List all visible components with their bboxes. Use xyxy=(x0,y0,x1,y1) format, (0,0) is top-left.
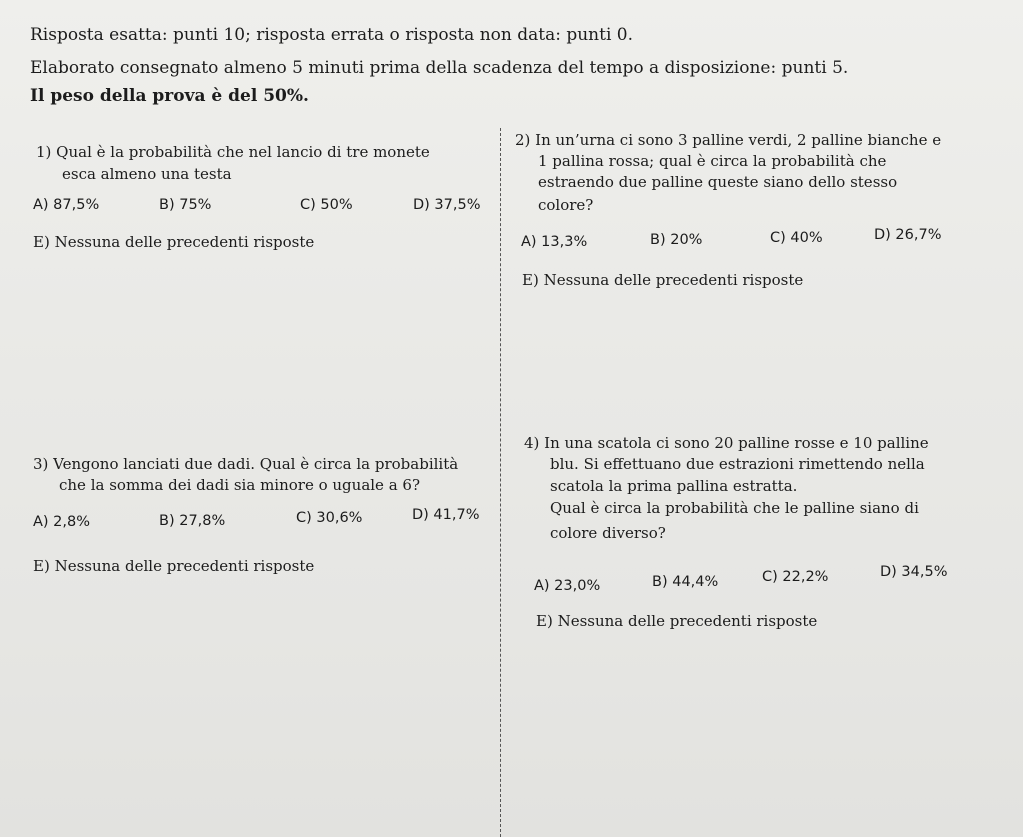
option-b: B) 27,8% xyxy=(159,513,226,529)
question-text-line: Qual è circa la probabilità che le palline siano di xyxy=(550,499,919,517)
option-c: C) 40% xyxy=(770,230,823,246)
option-a: A) 23,0% xyxy=(534,578,601,594)
question-text-line: che la somma dei dadi sia minore o uguale a 6? xyxy=(59,476,420,494)
column-divider xyxy=(500,128,501,837)
option-d: D) 26,7% xyxy=(874,227,942,243)
option-a: A) 87,5% xyxy=(33,197,100,213)
option-a: A) 2,8% xyxy=(33,514,91,530)
option-c: C) 50% xyxy=(300,197,353,213)
option-d: D) 37,5% xyxy=(413,197,481,213)
option-a: A) 13,3% xyxy=(521,234,588,250)
option-c: C) 22,2% xyxy=(762,569,829,585)
question-text-line: blu. Si effettuano due estrazioni rimettendo nella xyxy=(550,455,925,473)
option-e: E) Nessuna delle precedenti risposte xyxy=(536,612,818,630)
question-text-line: 3) Vengono lanciati due dadi. Qual è circa la probabilità xyxy=(33,455,459,473)
question-text-line: 1) Qual è la probabilità che nel lancio di tre monete xyxy=(36,143,430,161)
option-e: E) Nessuna delle precedenti risposte xyxy=(33,557,315,575)
option-d: D) 34,5% xyxy=(880,564,948,580)
question-text-line: 2) In un’urna ci sono 3 palline verdi, 2 palline bianche e xyxy=(515,131,942,149)
option-e: E) Nessuna delle precedenti risposte xyxy=(522,271,804,289)
question-text-line: esca almeno una testa xyxy=(62,165,232,183)
question-text-line: 1 pallina rossa; qual è circa la probabilità che xyxy=(538,152,887,170)
option-d: D) 41,7% xyxy=(412,507,480,523)
option-c: C) 30,6% xyxy=(296,510,363,526)
option-e: E) Nessuna delle precedenti risposte xyxy=(33,233,315,251)
scoring-rules: Risposta esatta: punti 10; risposta errata o risposta non data: punti 0. xyxy=(30,25,634,45)
option-b: B) 20% xyxy=(650,232,703,248)
option-b: B) 44,4% xyxy=(652,574,719,590)
question-text-line: colore? xyxy=(538,196,594,214)
option-b: B) 75% xyxy=(159,197,212,213)
exam-weight: Il peso della prova è del 50%. xyxy=(30,86,309,106)
early-submission-bonus: Elaborato consegnato almeno 5 minuti prima della scadenza del tempo a disposizione: punti 5. xyxy=(30,58,849,78)
question-text-line: estraendo due palline queste siano dello stesso xyxy=(538,173,898,191)
question-text-line: 4) In una scatola ci sono 20 palline rosse e 10 palline xyxy=(524,434,929,452)
question-text-line: colore diverso? xyxy=(550,524,666,542)
question-text-line: scatola la prima pallina estratta. xyxy=(550,477,798,495)
